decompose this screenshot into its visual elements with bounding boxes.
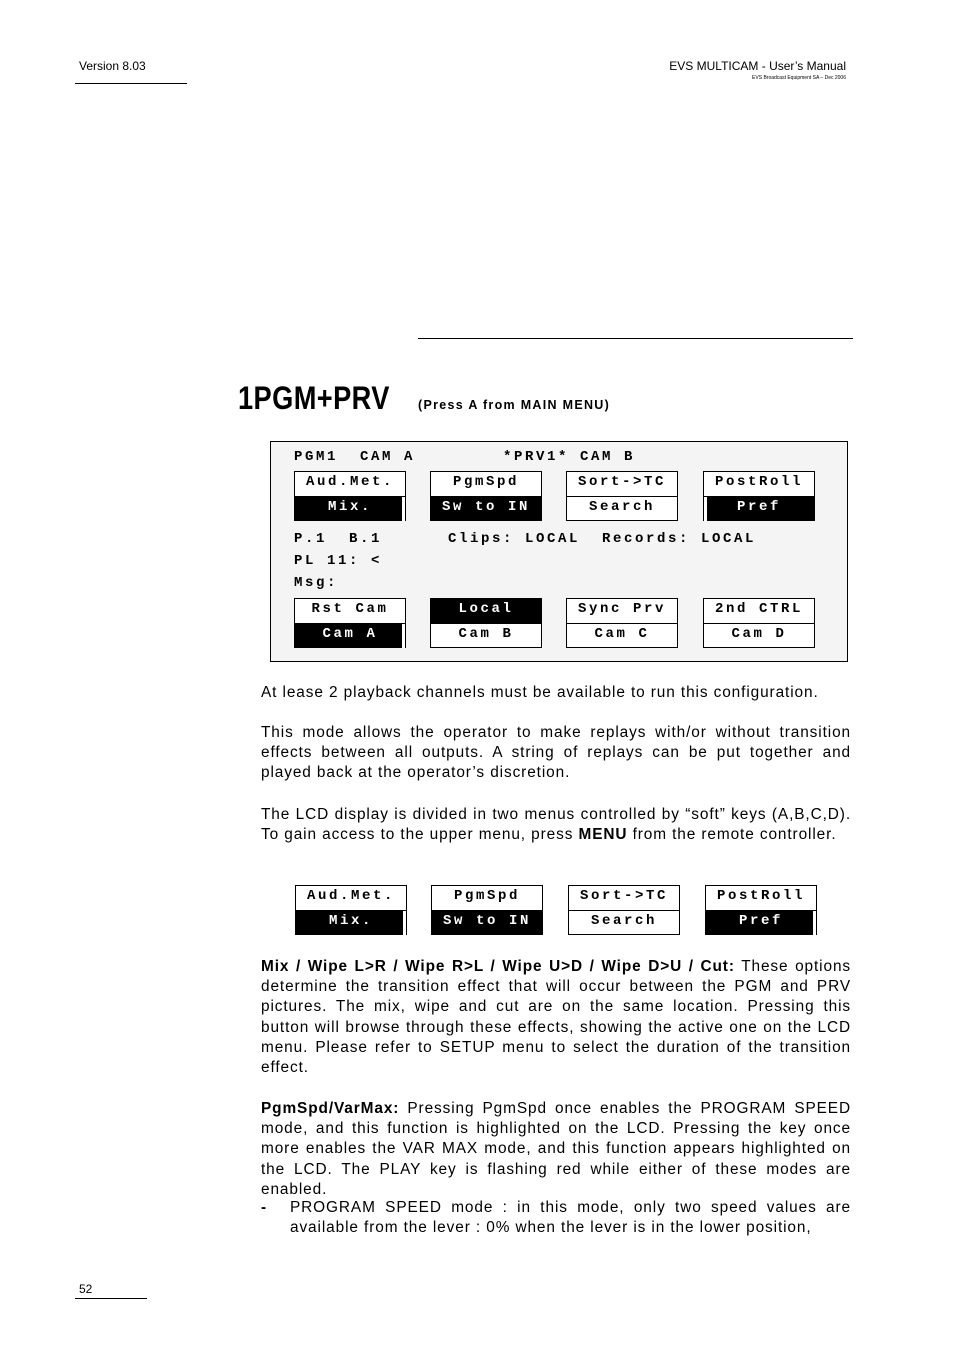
menu-key-pgmspd — [431, 885, 543, 935]
bullet-text: PROGRAM SPEED mode : in this mode, only two speed values are available from the lever : 0% when the lever is in the lower position, — [290, 1199, 851, 1237]
header-version: Version 8.03 — [79, 59, 146, 73]
paragraph-mix-wipe — [261, 957, 851, 1078]
lcd-key-label-top: PgmSpd — [431, 472, 541, 497]
lcd-info-line: P.1 B.1 Clips: LOCAL Records: LOCAL — [294, 531, 757, 547]
paragraph-lcd-menus — [261, 805, 851, 845]
menu-key-name: MENU — [578, 826, 628, 844]
lcd-key-pgmspd[interactable] — [430, 471, 542, 521]
lcd-key-label-bottom: Mix. — [295, 497, 405, 521]
footer-rule — [75, 1298, 147, 1299]
section-title: 1PGM+PRV — [238, 380, 390, 416]
lcd-key-label-top: Local — [431, 599, 541, 624]
lcd-key-2nd-ctrl[interactable] — [703, 598, 815, 648]
lcd-display — [270, 441, 848, 662]
paragraph-requirement: At lease 2 playback channels must be available to run this configuration. — [261, 684, 819, 701]
section-heading — [238, 380, 611, 417]
lcd-key-label-bottom: Cam C — [594, 626, 650, 642]
mix-wipe-text: These options determine the transition effect that will occur between the PGM and PRV pictures. The mix, wipe and cut are on the same location. Pressing this button will browse through these effects, showing the active one on the LCD menu. Please refer to SETUP menu to select the duration of the transition effect. — [261, 958, 851, 1077]
lcd-key-label-top: Sort->TC — [567, 472, 677, 497]
paragraph-lcd-menus-b: from the remote controller. — [627, 826, 837, 844]
lcd-pl-line: PL 11: < — [294, 553, 383, 569]
lcd-status-line: PGM1 CAM A *PRV1* CAM B — [294, 449, 636, 465]
lcd-key-label-top: Rst Cam — [295, 599, 405, 624]
lcd-key-sync-prv[interactable] — [566, 598, 678, 648]
lcd-key-label-bottom: Sw to IN — [431, 497, 541, 521]
paragraph-lcd-menus-a: The LCD display is divided in two menus controlled by “soft” keys (A,B,C,D). To gain access to the upper menu, press — [261, 806, 851, 844]
lcd-key-label-bottom: Pref — [704, 497, 814, 521]
header-left-rule — [75, 83, 187, 84]
mix-wipe-heading: Mix / Wipe L>R / Wipe R>L / Wipe U>D / Wipe D>U / Cut: — [261, 958, 735, 975]
menu-key-label-bottom: Mix. — [296, 911, 406, 935]
lcd-key-local[interactable] — [430, 598, 542, 648]
section-subtitle: (Press A from MAIN MENU) — [418, 398, 611, 412]
header-manual-title: EVS MULTICAM - User’s Manual — [669, 59, 846, 73]
menu-key-label-top: PostRoll — [706, 886, 816, 911]
header-company: EVS Broadcast Equipment SA – Dec 2006 — [752, 75, 846, 81]
bullet-dash: - — [261, 1199, 268, 1216]
paragraph-mode-description: This mode allows the operator to make replays with/or without transition effects between all outputs. A string of replays can be put together and played back at the operator’s discretion. — [261, 724, 851, 782]
menu-key-postroll — [705, 885, 817, 935]
lcd-key-postroll[interactable] — [703, 471, 815, 521]
lcd-key-sort-tc[interactable] — [566, 471, 678, 521]
lcd-key-label-bottom: Search — [588, 499, 655, 515]
lcd-key-label-top: Sync Prv — [567, 599, 677, 624]
pgmspd-heading: PgmSpd/VarMax: — [261, 1100, 400, 1117]
page-number: 52 — [79, 1282, 93, 1296]
lcd-key-rst-cam[interactable] — [294, 598, 406, 648]
menu-key-label-bottom: Pref — [706, 911, 816, 935]
menu-key-label-bottom: Sw to IN — [432, 911, 542, 935]
pgmspd-text: Pressing PgmSpd once enables the PROGRAM SPEED mode, and this function is highlighted on the LCD. Pressing the key once more enables the VAR MAX mode, and this function appears highlighted on the LCD. The PLAY key is flashing red while either of these modes are enabled. — [261, 1100, 851, 1198]
lcd-key-label-bottom: Cam B — [458, 626, 514, 642]
lcd-msg-line: Msg: — [294, 575, 339, 591]
menu-key-aud-met — [295, 885, 407, 935]
lcd-key-label-bottom: Cam A — [295, 624, 405, 648]
menu-key-label-bottom: Search — [590, 913, 657, 929]
menu-key-label-top: Aud.Met. — [296, 886, 406, 911]
lcd-key-label-top: 2nd CTRL — [704, 599, 814, 624]
menu-key-label-top: PgmSpd — [432, 886, 542, 911]
paragraph-pgmspd — [261, 1099, 851, 1200]
lcd-key-aud-met[interactable] — [294, 471, 406, 521]
lcd-key-label-top: PostRoll — [704, 472, 814, 497]
menu-key-sort-tc — [568, 885, 680, 935]
lcd-key-label-bottom: Cam D — [731, 626, 787, 642]
section-separator — [418, 338, 853, 339]
lcd-key-label-top: Aud.Met. — [295, 472, 405, 497]
menu-key-label-top: Sort->TC — [569, 886, 679, 911]
